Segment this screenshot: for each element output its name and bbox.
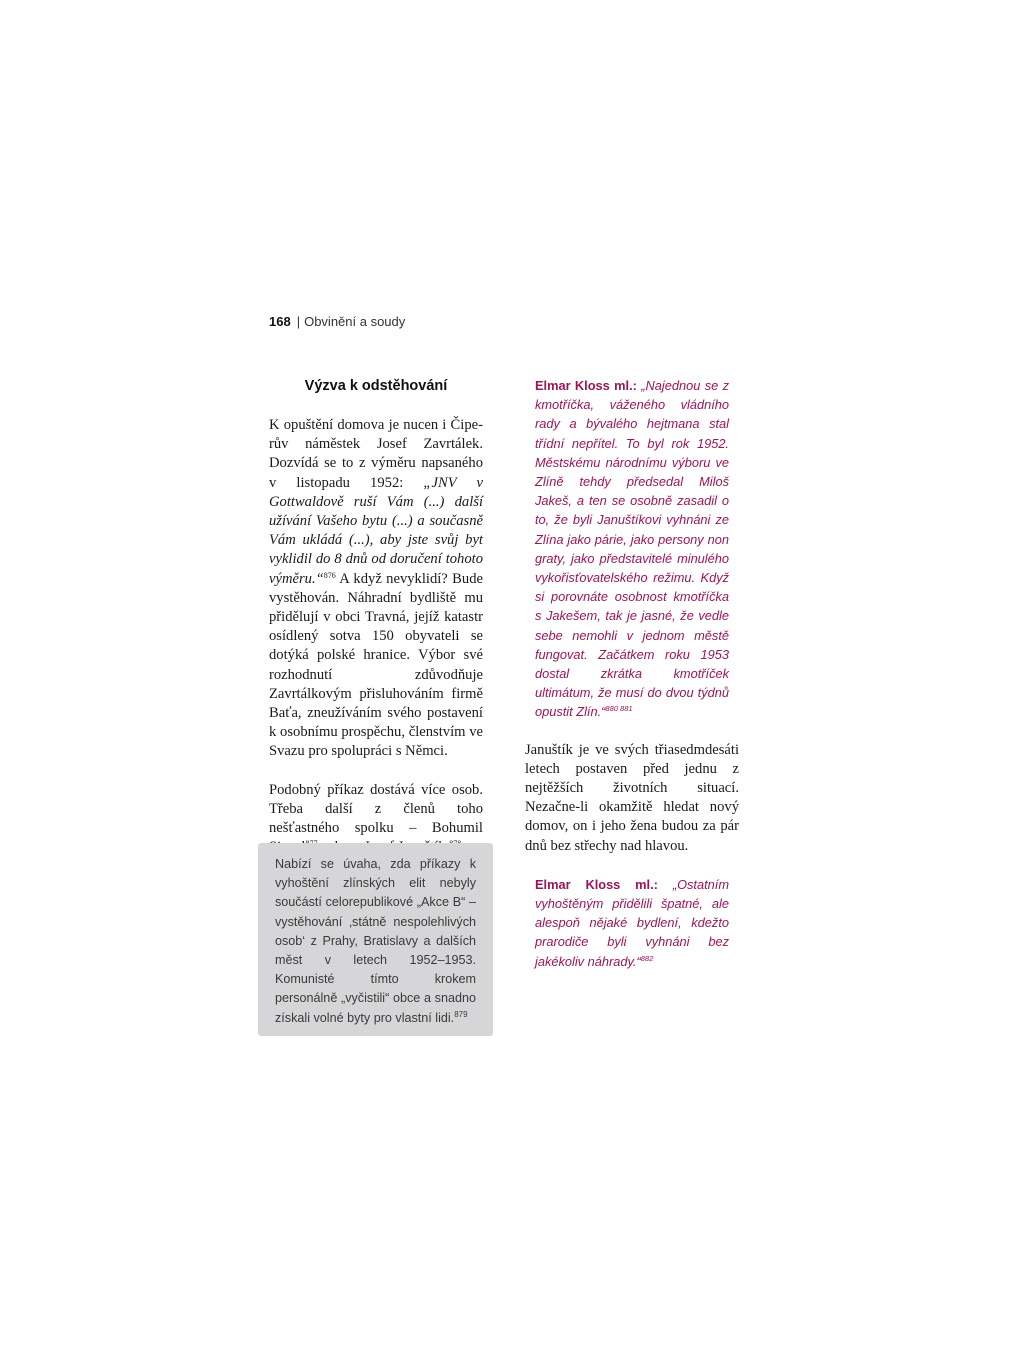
running-head bbox=[269, 314, 405, 329]
left-column bbox=[269, 376, 483, 857]
footnote-ref: 880 881 bbox=[605, 704, 633, 714]
paragraph-text: K opuštění domova je nucen i Čiperův náměstek Josef Zavrtálek. Dozvídá se to z výměru napsaného v listopadu 1952: bbox=[269, 417, 483, 491]
body-paragraph-3: Januštík je ve svých třiasedmdesáti letech postaven před jednu z nejtěžších životních situací. Nezačne-li okamžitě hledat nový domov, on i jeho žena budou za pár dnů bez střechy nad hlavou. bbox=[525, 741, 739, 854]
paragraph-text: A když nevyklidí? Bude vystěhován. Náhradní bydliště mu přidělují v obci Travná, jejíž katastr osídlený sotva 150 obyvateli se dotýká polské hranice. Výbor své rozhodnutí zdůvodňuje Zavrtálkovým přisluhováním firmě Baťa, zneužíváním svého postavení k osobnímu prospěchu, členstvím ve Svazu pro spolupráci s Němci. bbox=[269, 570, 483, 760]
note-text: Nabízí se úvaha, zda příkazy k vyhoštění zlínských elit nebyly součástí celorepublikové „Akce B“ – vystěhování ‚státně nespolehlivých osob‘ z Prahy, Bratislavy a dalších měst v letech 1952–1953. Komunisté tímto krokem personálně „vyčistili“ obce a snadno získali volné byty pro vlastní lidi. bbox=[275, 857, 476, 1025]
quoted-decree: „JNV v Gottwaldově ruší Vám (...) další užívání Vašeho bytu (...) a současně Vám ukládá (...), aby jste svůj byt vyklidil do 8 dnů od doručení tohoto výměru.“ bbox=[269, 474, 483, 587]
quote-speaker: Elmar Kloss ml.: bbox=[535, 876, 658, 892]
quote-text: „Najednou se z kmotříčka, váženého vládního rady a bývalého hejtmana stal třídní nepřítel. To byl rok 1952. Městskému národnímu výboru ve Zlíně tehdy předsedal Miloš Jakeš, a ten se osobně zasadil o to, že byli Januštíkovi vyhnáni ze Zlína jako párie, jako persony non graty, jako představitelé minulého vykořisťovatelského režimu. Když si porovnáte osobnost kmotříčka s Jakešem, tak je jasné, že vedle sebe nemohli v jednom městě fungovat. Začátkem roku 1953 dostal zkrátka kmotříček ultimátum, že musí do dvou týdnů opustit Zlín.“ bbox=[535, 378, 729, 720]
sidebar-note-text bbox=[275, 855, 476, 1028]
right-column bbox=[525, 376, 739, 971]
footnote-ref: 876 bbox=[323, 570, 336, 580]
page-number: 168 bbox=[269, 314, 291, 329]
quote-block-1 bbox=[525, 376, 739, 722]
quote-speaker: Elmar Kloss ml.: bbox=[535, 378, 637, 393]
quote-text: „Ostatním vyhoštěným přidělili špatné, ale alespoň nějaké bydlení, kdežto prarodiče byli vyhnáni bez jakékoliv náhrady.“ bbox=[535, 876, 729, 969]
body-paragraph-1 bbox=[269, 416, 483, 762]
footnote-ref: 879 bbox=[454, 1009, 468, 1019]
paragraph-text: Podobný příkaz dostává více osob. Třeba další z členů toho nešťastného spolku – Bohumil bbox=[269, 781, 483, 837]
sidebar-note-box bbox=[258, 843, 493, 1036]
footnote-ref: 882 bbox=[640, 953, 654, 963]
running-head-separator: | bbox=[296, 314, 301, 329]
quote-block-2 bbox=[525, 875, 739, 971]
chapter-title: Obvinění a soudy bbox=[304, 314, 406, 329]
section-heading: Výzva k odstěhování bbox=[304, 378, 448, 394]
